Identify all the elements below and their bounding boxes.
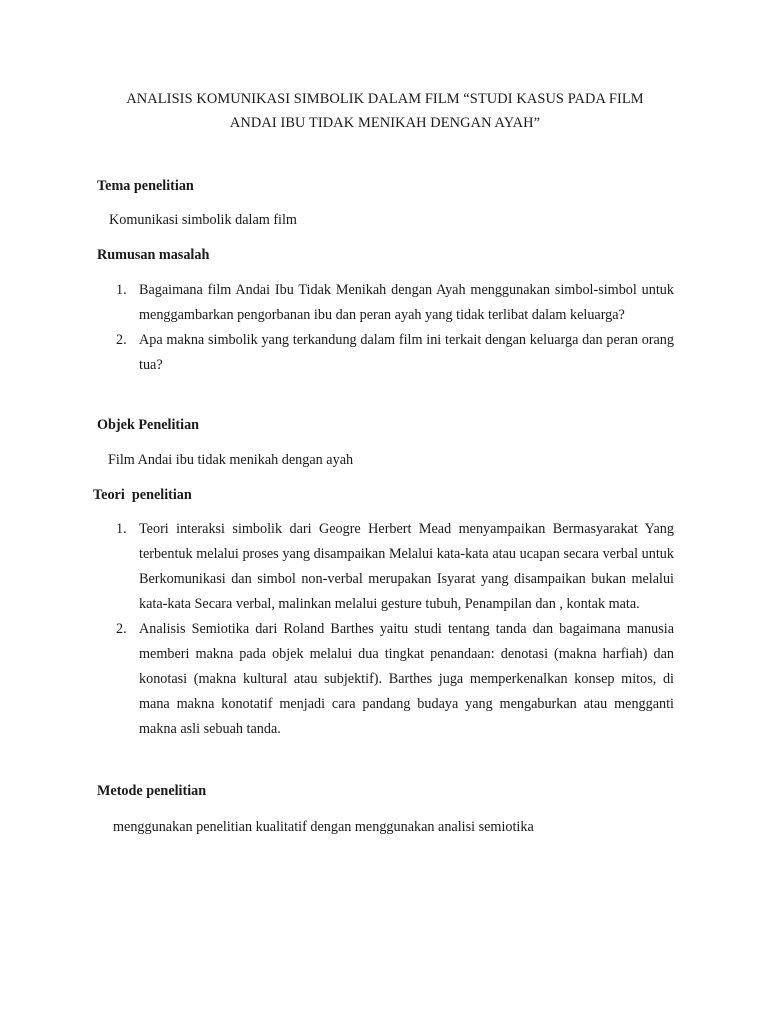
text-metode: menggunakan penelitian kualitatif dengan menggunakan analisi semiotika <box>113 819 534 835</box>
list-number: 2. <box>116 332 127 348</box>
heading-teori: Teori penelitian <box>93 487 192 503</box>
document-title <box>96 87 674 135</box>
list-item <box>116 278 674 328</box>
heading-tema: Tema penelitian <box>97 178 194 194</box>
heading-rumusan: Rumusan masalah <box>97 247 210 263</box>
title-line-2: ANDAI IBU TIDAK MENIKAH DENGAN AYAH” <box>229 115 541 131</box>
list-number: 1. <box>116 521 127 537</box>
text-tema: Komunikasi simbolik dalam film <box>109 212 297 228</box>
list-item-text: Bagaimana film Andai Ibu Tidak Menikah dengan Ayah menggunakan simbol-simbol untuk menggambarkan pengorbanan ibu dan peran ayah yang tidak terlibat dalam keluarga? <box>139 282 674 323</box>
list-number: 2. <box>116 621 127 637</box>
title-line-1: ANALISIS KOMUNIKASI SIMBOLIK DALAM FILM “STUDI KASUS PADA FILM <box>126 91 644 107</box>
heading-metode: Metode penelitian <box>97 783 207 799</box>
list-item-text: Analisis Semiotika dari Roland Barthes yaitu studi tentang tanda dan bagaimana manusia memberi makna pada objek melalui dua tingkat penandaan: denotasi (makna harfiah) dan konotasi (makna kultural atau subjektif). Barthes juga memperkenalkan konsep mitos, di mana makna konotatif menjadi cara pandang budaya yang mengaburkan atau mengganti makna asli sebuah tanda. <box>139 621 674 737</box>
list-number: 1. <box>116 282 127 298</box>
text-objek: Film Andai ibu tidak menikah dengan ayah <box>108 452 354 468</box>
list-item-text: Apa makna simbolik yang terkandung dalam film ini terkait dengan keluarga dan peran orang tua? <box>139 332 674 373</box>
list-item <box>116 617 674 742</box>
list-teori <box>116 517 674 742</box>
heading-objek: Objek Penelitian <box>97 417 200 433</box>
list-item-text: Teori interaksi simbolik dari Geogre Herbert Mead menyampaikan Bermasyarakat Yang terbentuk melalui proses yang disampaikan Melalui kata-kata atau ucapan secara verbal untuk Berkomunikasi dan simbol non-verbal merupakan Isyarat yang disampaikan bukan melalui kata-kata Secara verbal, malinkan melalui gesture tubuh, Penampilan dan , kontak mata. <box>139 521 674 612</box>
list-item <box>116 328 674 378</box>
list-rumusan <box>116 278 674 378</box>
list-item <box>116 517 674 617</box>
